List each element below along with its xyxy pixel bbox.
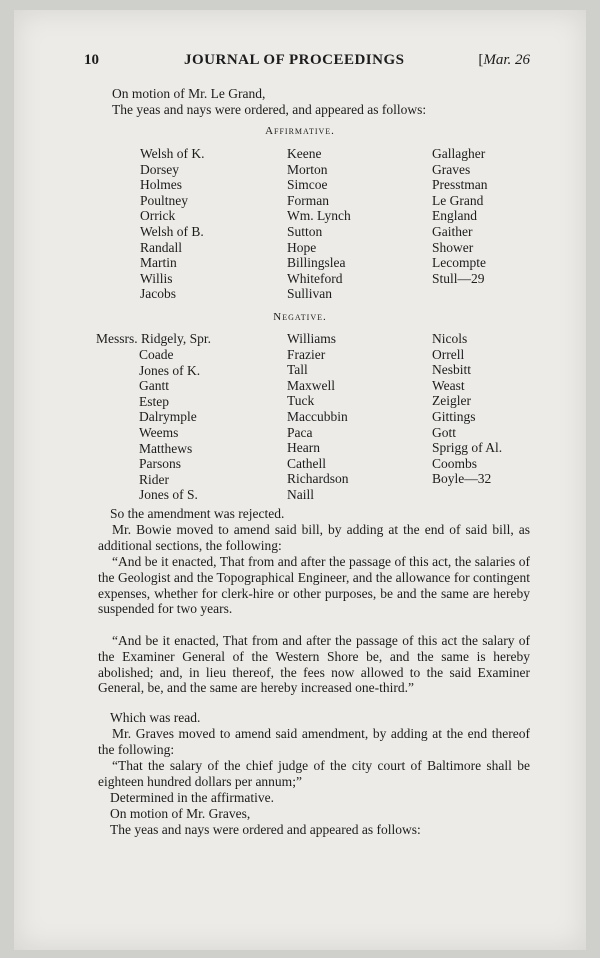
member-name: Forman xyxy=(287,192,329,208)
member-name: Orrell xyxy=(432,346,465,362)
page-header xyxy=(84,52,530,74)
member-name: Gantt xyxy=(139,378,169,394)
negative-col-3 xyxy=(432,331,502,487)
member-name: Maxwell xyxy=(287,377,335,393)
member-name: Richardson xyxy=(287,471,349,487)
member-name: Wm. Lynch xyxy=(287,208,351,224)
member-name: Gaither xyxy=(432,223,473,239)
page-number: 10 xyxy=(84,52,99,68)
section-one: “And be it enacted, That from and after the passage of this act, the salaries of the Geologist and the Topographical Engineer, and the allowance for contingent expenses, whether for clerk-hire or other purposes, be and the same are hereby suspended for two years. xyxy=(98,554,530,617)
member-name: Stull—29 xyxy=(432,270,485,286)
member-name: Sullivan xyxy=(287,286,333,302)
member-name: Hope xyxy=(287,239,317,255)
motion-le-grand: On motion of Mr. Le Grand, xyxy=(112,86,266,101)
graves-motion: Mr. Graves moved to amend said amendment, by adding at the end thereof the following: xyxy=(98,726,530,757)
member-name: Cathell xyxy=(287,455,326,471)
member-name: Dorsey xyxy=(140,161,179,177)
member-name: Estep xyxy=(139,393,169,409)
member-name: Le Grand xyxy=(432,192,484,208)
rejected-line: So the amendment was rejected. xyxy=(110,506,285,521)
date-bracket: [ xyxy=(478,52,484,68)
member-name: Gittings xyxy=(432,408,476,424)
motion-graves: On motion of Mr. Graves, xyxy=(110,806,251,821)
member-name: Weast xyxy=(432,377,465,393)
member-name: Rider xyxy=(139,471,169,487)
member-name: Billingslea xyxy=(287,255,346,271)
member-name: Jones of S. xyxy=(139,487,198,503)
header-date xyxy=(478,52,530,69)
member-name: Gott xyxy=(432,424,457,440)
member-name: Maccubbin xyxy=(287,408,348,424)
member-name: Dalrymple xyxy=(139,409,197,425)
affirmative-heading: Affirmative. xyxy=(265,125,335,137)
member-name: Keene xyxy=(287,146,322,161)
member-name: Tall xyxy=(287,362,308,378)
member-name: Shower xyxy=(432,239,474,255)
member-name: Morton xyxy=(287,161,328,177)
member-name: Boyle—32 xyxy=(432,471,492,487)
member-name: Whiteford xyxy=(287,270,343,286)
bowie-motion: Mr. Bowie moved to amend said bill, by adding at the end of said bill, as additional sections, the following: xyxy=(98,522,530,553)
member-name: Zeigler xyxy=(432,393,471,409)
member-name: Jones of K. xyxy=(139,362,201,378)
member-name: Williams xyxy=(287,331,336,346)
yeas-nays-closing: The yeas and nays were ordered and appeared as follows: xyxy=(110,822,421,837)
member-name: Coade xyxy=(139,347,174,362)
member-name: Sprigg of Al. xyxy=(432,440,503,456)
member-name: Holmes xyxy=(140,177,182,193)
member-name: Presstman xyxy=(432,177,488,193)
member-name: Matthews xyxy=(139,440,193,456)
member-name: Simcoe xyxy=(287,177,328,193)
member-name: Martin xyxy=(140,255,177,271)
member-name: Frazier xyxy=(287,346,326,362)
running-title: JOURNAL OF PROCEEDINGS xyxy=(184,52,405,68)
member-name: Parsons xyxy=(139,456,182,472)
member-name: Weems xyxy=(139,424,179,440)
member-name: Gallagher xyxy=(432,146,486,161)
member-name: Poultney xyxy=(140,192,189,208)
salary-amendment: “That the salary of the chief judge of the city court of Baltimore shall be eighteen hundred dollars per annum;” xyxy=(98,758,530,789)
member-name: Naill xyxy=(287,486,314,502)
member-name: Welsh of B. xyxy=(140,223,204,239)
affirmative-col-3 xyxy=(432,146,488,286)
negative-col-1-first: Messrs. Ridgely, Spr. xyxy=(96,331,212,346)
negative-heading: Negative. xyxy=(273,311,327,323)
member-name: Graves xyxy=(432,161,471,177)
member-name: Tuck xyxy=(287,393,315,409)
member-name: England xyxy=(432,208,477,224)
member-name: Hearn xyxy=(287,440,320,456)
member-name: Jacobs xyxy=(140,286,176,302)
member-name: Orrick xyxy=(140,208,176,224)
negative-col-2 xyxy=(287,331,349,503)
member-name: Nicols xyxy=(432,331,468,346)
affirmative-col-2 xyxy=(287,146,351,302)
member-name: Nesbitt xyxy=(432,362,471,378)
member-name: Willis xyxy=(140,270,173,286)
section-two: “And be it enacted, That from and after the passage of this act the salary of the Examiner General of the Western Shore be, and the same is hereby abolished; and, in lieu thereof, the fees now allowed to the said Examiner General, be, and the same are hereby increased one-third.” xyxy=(98,633,530,696)
yeas-nays-intro: The yeas and nays were ordered, and appeared as follows: xyxy=(112,102,427,117)
determined-line: Determined in the affirmative. xyxy=(110,790,274,805)
member-name: Paca xyxy=(287,424,313,440)
affirmative-col-1 xyxy=(140,146,205,302)
negative-col-1 xyxy=(139,347,200,503)
date-text: Mar. 26 xyxy=(483,52,530,68)
member-name: Coombs xyxy=(432,455,478,471)
which-was-read: Which was read. xyxy=(110,710,201,725)
member-name: Sutton xyxy=(287,223,323,239)
member-name: Lecompte xyxy=(432,255,486,271)
member-name: Randall xyxy=(140,239,182,255)
member-name: Welsh of K. xyxy=(140,146,205,161)
